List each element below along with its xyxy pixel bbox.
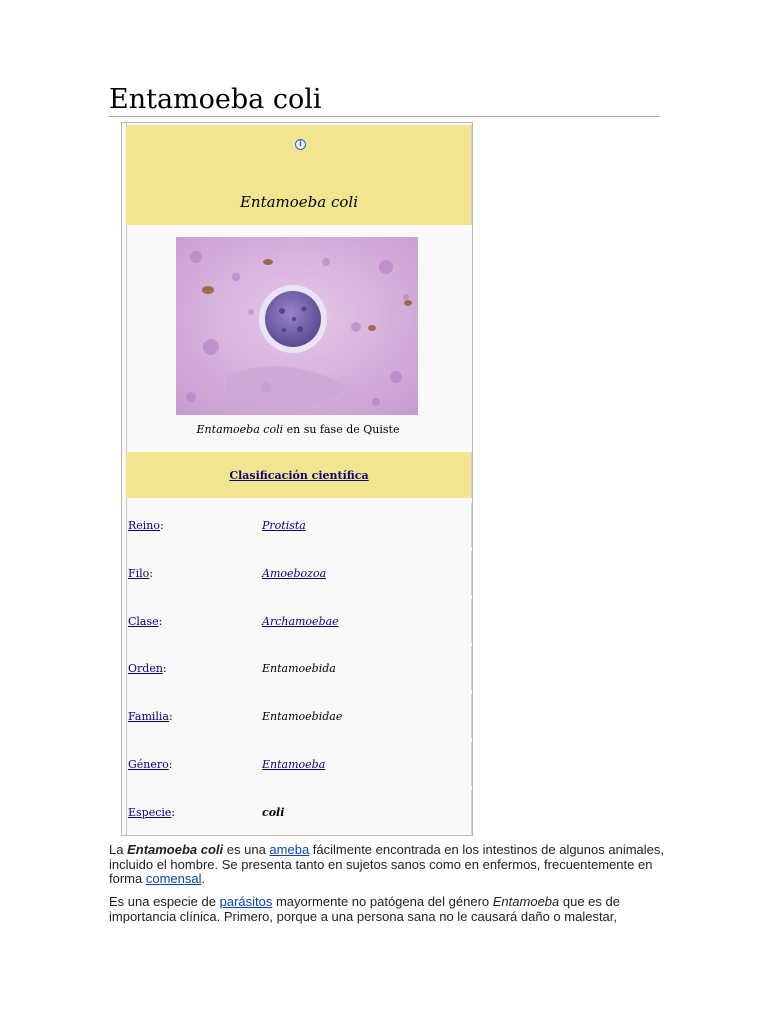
taxonomy-value: coli	[262, 806, 285, 819]
comensal-link[interactable]: comensal	[145, 871, 202, 887]
taxonomy-row-genero	[128, 742, 472, 786]
page-title: Entamoeba coli	[109, 84, 322, 115]
infobox-header	[126, 125, 472, 225]
info-icon[interactable]: i	[295, 139, 306, 150]
parasitos-link[interactable]: parásitos	[219, 894, 273, 909]
genus-name: Entamoeba	[492, 894, 560, 909]
species-name: Entamoeba coli	[127, 842, 224, 857]
micrograph-image	[176, 237, 418, 415]
entamoeba-link[interactable]: Entamoeba	[262, 758, 326, 771]
genero-link[interactable]: Género	[128, 758, 169, 771]
familia-link[interactable]: Familia	[128, 710, 169, 723]
image-caption	[122, 423, 474, 436]
taxonomy-value	[262, 519, 306, 532]
text-run: .	[201, 871, 206, 887]
clase-link[interactable]: Clase	[128, 615, 159, 628]
taxobox	[121, 122, 473, 836]
text-run: Es una especie de	[109, 894, 220, 909]
text-run: es una	[223, 842, 270, 857]
filo-link[interactable]: Filo	[128, 567, 150, 580]
archamoebae-link[interactable]: Archamoebae	[262, 615, 339, 628]
caption-species: Entamoeba coli	[196, 423, 284, 436]
taxonomy-key: Género:	[128, 758, 173, 771]
text-run: La	[109, 842, 128, 857]
taxonomy-row-filo	[128, 551, 472, 595]
specimen-image[interactable]	[176, 237, 418, 415]
orden-link[interactable]: Orden	[128, 662, 163, 675]
taxonomy-row-orden	[128, 646, 472, 690]
taxonomy-value	[262, 615, 339, 628]
caption-text: en su fase de Quiste	[283, 423, 400, 436]
taxonomy-value: Entamoebida	[262, 662, 336, 675]
text-run: fácilmente encontrada en los intestinos de algunos animales, incluido el hombre. Se presenta tanto en sujetos sanos como en enfermos, frecuentemente en forma	[109, 842, 664, 887]
protista-link[interactable]: Protista	[262, 519, 306, 532]
intro-paragraph	[109, 843, 669, 887]
reino-link[interactable]: Reino	[128, 519, 161, 532]
taxonomy-key: Familia:	[128, 710, 173, 723]
second-paragraph	[109, 895, 669, 924]
taxonomy-value: Entamoebidae	[262, 710, 343, 723]
taxonomy-row-clase	[128, 599, 472, 643]
amoebozoa-link[interactable]: Amoebozoa	[262, 567, 327, 580]
ameba-link[interactable]: ameba	[269, 842, 310, 857]
taxonomy-value	[262, 567, 326, 580]
title-divider	[109, 116, 660, 117]
taxonomy-key: Clase:	[128, 615, 163, 628]
classification-link[interactable]: Clasificación científica	[229, 469, 369, 482]
taxonomy-row-familia	[128, 694, 472, 738]
taxonomy-row-especie	[128, 790, 472, 834]
taxonomy-row-reino	[128, 503, 472, 547]
taxonomy-value	[262, 758, 325, 771]
taxonomy-key: Orden:	[128, 662, 167, 675]
taxonomy-key: Especie:	[128, 806, 176, 819]
especie-link[interactable]: Especie	[128, 806, 172, 819]
text-run: que es de importancia clínica. Primero, porque a una persona sana no le causará daño o malestar,	[109, 894, 620, 924]
taxonomy-key: Reino:	[128, 519, 164, 532]
taxonomy-key: Filo:	[128, 567, 154, 580]
infobox-title: Entamoeba coli	[239, 193, 359, 211]
text-run: mayormente no patógena del género	[272, 894, 493, 909]
classification-header	[126, 452, 472, 498]
